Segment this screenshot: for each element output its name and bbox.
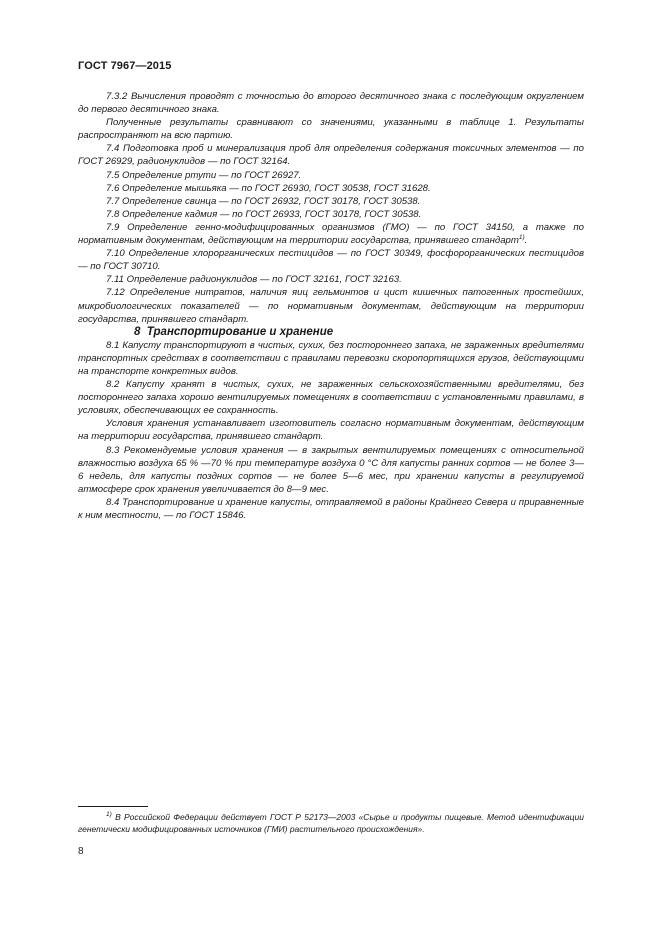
paragraph-8-4: 8.4 Транспортирование и хранение капусты, отправляемой в районы Крайнего Севера и приравненные к ним местности, — по ГОСТ 15846. bbox=[78, 496, 584, 521]
section-heading bbox=[78, 326, 584, 339]
paragraph-8-1: 8.1 Капусту транспортируют в чистых, сухих, без постороннего запаха, не зараженных вредителями транспортных средствах в соответствии с правилами перевозки скоропортящихся грузов, действующими на транспорте конкретных видов. bbox=[78, 339, 584, 377]
paragraph-7-5: 7.5 Определение ртути — по ГОСТ 26927. bbox=[106, 169, 302, 181]
paragraph-7-9-end: . bbox=[524, 235, 528, 247]
paragraph-7-6: 7.6 Определение мышьяка — по ГОСТ 26930, ГОСТ 30538, ГОСТ 31628. bbox=[106, 182, 431, 194]
footnote-mark: 1) bbox=[106, 811, 112, 818]
paragraph-7-8: 7.8 Определение кадмия — по ГОСТ 26933, ГОСТ 30178, ГОСТ 30538. bbox=[106, 208, 422, 220]
footnote-text: В Российской Федерации действует ГОСТ Р 52173—2003 «Сырье и продукты пищевые. Метод идентификации генетически модифицированных источников (ГМИ) растительного происхождения». bbox=[78, 812, 584, 834]
body-text bbox=[78, 90, 584, 522]
paragraph-7-3-2: 7.3.2 Вычисления проводят с точностью до второго десятичного знака с последующим округлением до первого десятичного знака. bbox=[78, 91, 584, 116]
paragraph-8-2: 8.2 Капусту хранят в чистых, сухих, не зараженных сельскохозяйственными вредителями, без постороннего запаха хорошо вентилируемых помещениях в соответствии с установленными правилами, в условиях, обеспечивающих ее сохранность. bbox=[78, 379, 584, 417]
footnote bbox=[78, 812, 584, 835]
paragraph-7-11: 7.11 Определение радионуклидов — по ГОСТ 32161, ГОСТ 32163. bbox=[106, 274, 402, 286]
paragraph-storage-conditions: Условия хранения устанавливает изготовитель согласно нормативным документам, действующим на территории государства, принявшего стандарт. bbox=[78, 418, 584, 443]
footnote-divider bbox=[78, 806, 148, 807]
paragraph-7-10: 7.10 Определение хлорорганических пестицидов — по ГОСТ 30349, фосфорорганических пестицидов — по ГОСТ 30710. bbox=[78, 248, 584, 273]
page-number: 8 bbox=[78, 846, 84, 857]
paragraph-7-12: 7.12 Определение нитратов, наличия яиц гельминтов и цист кишечных патогенных простейших, микробиологических показателей — по нормативным документам, действующим на территории государства, принявшего стандарт. bbox=[78, 287, 584, 325]
document-header: ГОСТ 7967—2015 bbox=[78, 60, 172, 72]
paragraph-results: Полученные результаты сравнивают со значениями, указанными в таблице 1. Результаты распространяют на всю партию. bbox=[78, 117, 584, 142]
section-number: 8 bbox=[134, 325, 141, 338]
paragraph-7-9 bbox=[78, 221, 584, 247]
paragraph-7-4: 7.4 Подготовка проб и минерализация проб для определения содержания токсичных элементов — по ГОСТ 26929, радионуклидов — по ГОСТ 32164. bbox=[78, 143, 584, 168]
paragraph-8-3: 8.3 Рекомендуемые условия хранения — в закрытых вентилируемых помещениях с относительной влажностью воздуха 65 % —70 % при температуре воздуха 0 °С для капусты ранних сортов — не более 3—6 недель, для капусты поздних сортов — не более 5—6 мес, при хранении капусты в регулируемой атмосфере срок хранения увеличивается до 8—9 мес. bbox=[78, 444, 584, 495]
footnote-reference: 1) bbox=[518, 234, 525, 242]
section-title: Транспортирование и хранение bbox=[146, 325, 334, 338]
paragraph-7-7: 7.7 Определение свинца — по ГОСТ 26932, ГОСТ 30178, ГОСТ 30538. bbox=[106, 195, 421, 207]
paragraph-7-9-text: 7.9 Определение генно-модифицированных организмов (ГМО) — по ГОСТ 34150, а также по нормативным документам, действующим на территории государства, принявшего стандарт bbox=[78, 221, 584, 247]
